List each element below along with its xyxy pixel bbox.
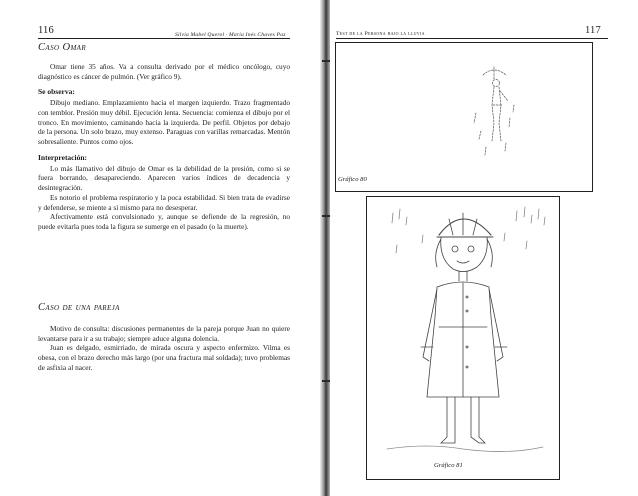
- case-omar-section: [38, 43, 290, 232]
- right-header-rule: [336, 38, 608, 39]
- figure-81-frame: [366, 196, 560, 480]
- right-running-head: Test de la Persona bajo la lluvia: [336, 31, 425, 37]
- figure-81-caption: Gráfico 81: [434, 462, 463, 469]
- interpretacion-p2: Es notorio el problema respiratorio y la poca estabilidad. Si bien trata de evadirse y defenderse, se miente a sí mismo para no desesperar.: [38, 192, 290, 212]
- figure-81-drawing: [367, 197, 559, 479]
- case-omar-title: Caso Omar: [38, 42, 87, 53]
- spine-speck: [322, 60, 330, 62]
- spine-speck: [322, 215, 330, 217]
- interpretacion-heading: Interpretación:: [38, 152, 88, 162]
- figure-80-drawing: [336, 43, 592, 191]
- observa-heading: Se observa:: [38, 87, 75, 97]
- figure-80-frame: [335, 42, 593, 192]
- right-page-number: 117: [585, 25, 601, 36]
- case-pareja-section: [38, 303, 290, 373]
- case-pareja-p2: Juan es delgado, esmirriado, de mirada oscura y aspecto enfermizo. Vilma es obesa, con el brazo derecho más largo (por una fractura mal soldada); tuvo problemas de asfixia al nacer.: [38, 343, 290, 372]
- interpretacion-p1: Lo más llamativo del dibujo de Omar es la debilidad de la presión, como si se fuera borrando, desapareciendo. Aparecen varios índices de decadencia y desintegración.: [38, 163, 290, 192]
- spine-speck: [322, 380, 330, 382]
- left-page-number: 116: [38, 25, 54, 36]
- case-omar-intro: Omar tiene 35 años. Va a consulta derivado por el médico oncólogo, cuyo diagnóstico es cáncer de pulmón. (Ver gráfico 9).: [38, 61, 290, 81]
- observa-text: Dibujo mediano. Emplazamiento hacia el margen izquierdo. Trazo fragmentado con temblor. Presión muy débil. Ejecución lenta. Secuencia: comienza el dibujo por el tronco. En movimiento, caminando hacia la izquierda. De perfil. Objetos por debajo de la persona. Un solo brazo, muy extenso. Paraguas con varillas remarcadas. Mentón sobresaliente. Puntos como ojos.: [38, 98, 290, 146]
- figure-80-caption: Gráfico 80: [338, 176, 367, 183]
- interpretacion-p3: Afectivamente está convulsionado y, aunque se defiende de la regresión, no puede evitarla pues toda la figura se sumerge en el pasado (o la muerte).: [38, 212, 290, 231]
- case-pareja-title: Caso de una pareja: [38, 302, 120, 313]
- left-header-rule: [38, 38, 290, 39]
- left-running-head: Silvia Mabel Querol · María Inés Chaves Paz: [175, 32, 286, 38]
- right-page: [330, 0, 638, 496]
- case-pareja-p1: Motivo de consulta: discusiones permanentes de la pareja porque Juan no quiere levantarse para ir a su trabajo; siempre aduce alguna dolencia.: [38, 323, 290, 343]
